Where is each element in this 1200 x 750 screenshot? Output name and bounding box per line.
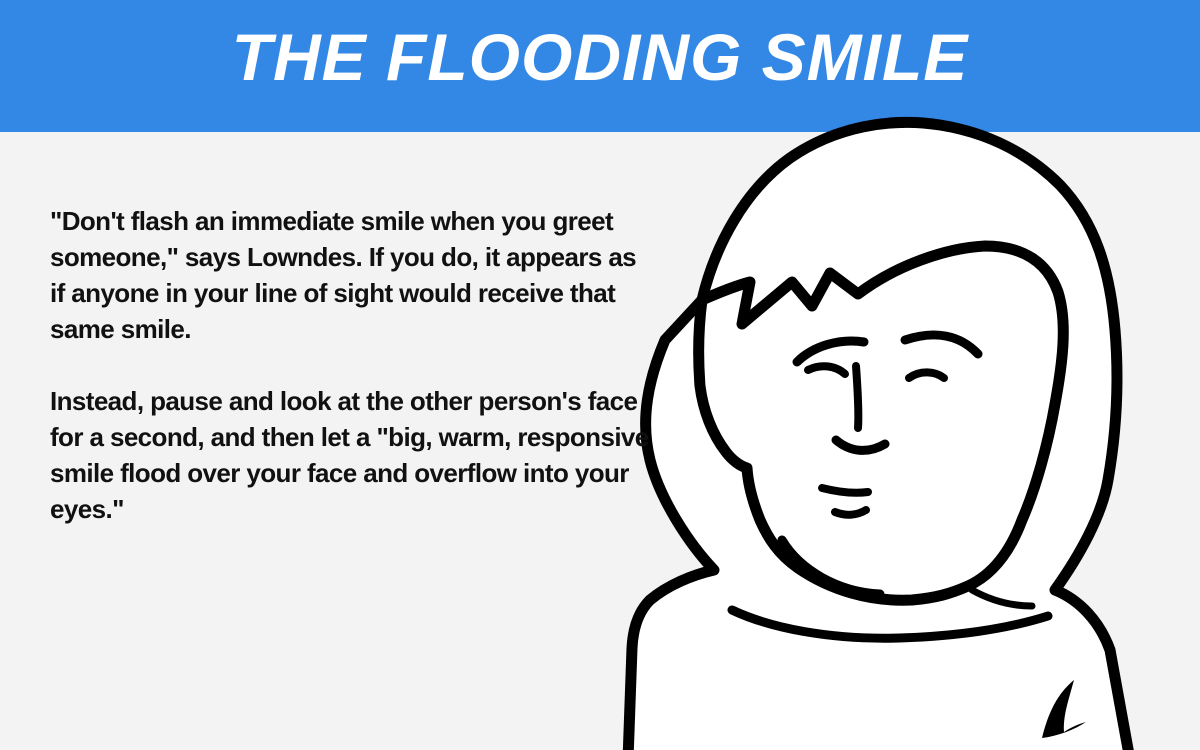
article-paragraph-2: Instead, pause and look at the other person's face for a second, and then let a "big, warm, responsive smile flood over your face and overflow into your eyes." <box>50 386 649 524</box>
lower-lip-icon <box>822 488 868 493</box>
article-text <box>50 203 650 527</box>
article-paragraph-1: "Don't flash an immediate smile when you greet someone," says Lowndes. If you do, it appears as if anyone in your line of sight would receive that same smile. <box>50 206 637 344</box>
page-title: THE FLOODING SMILE <box>231 20 969 94</box>
nose-icon <box>856 366 858 428</box>
